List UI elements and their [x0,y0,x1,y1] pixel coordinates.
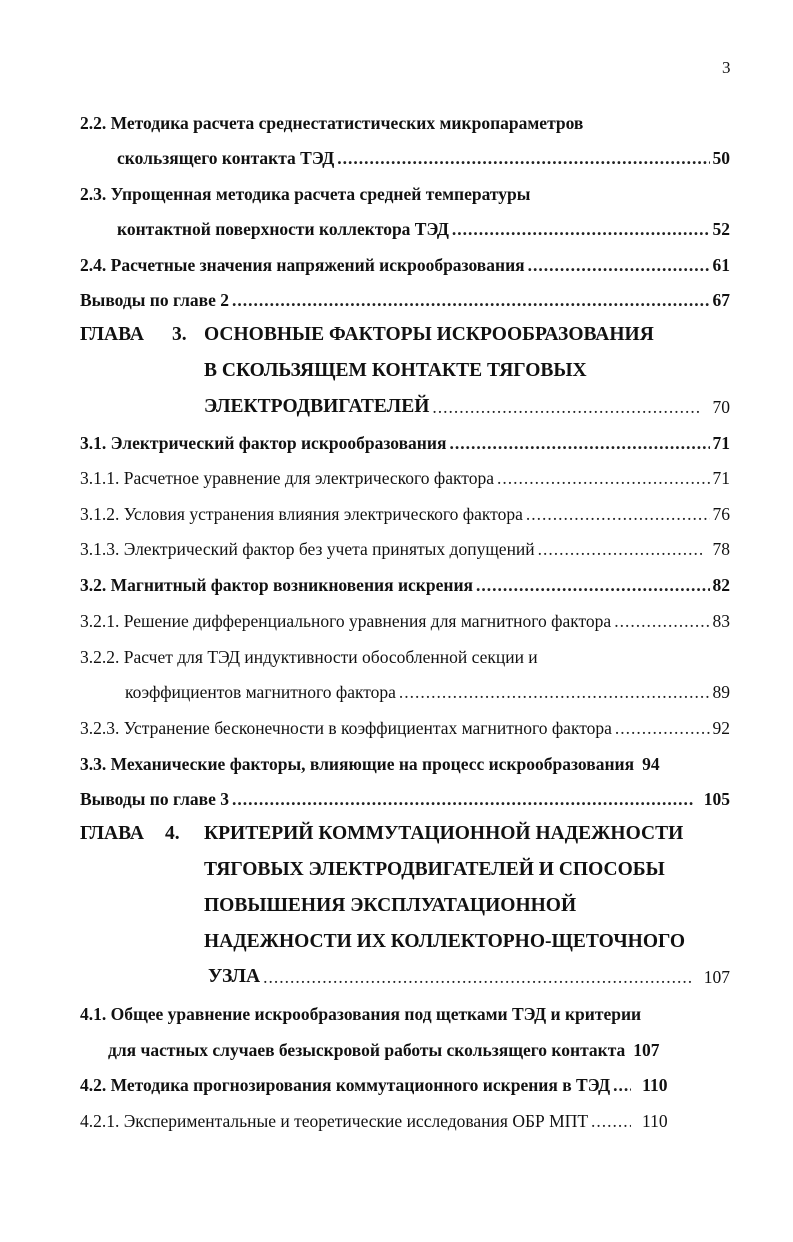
toc-entry-2-3 [117,218,730,240]
toc-page-3-1: 71 [712,433,730,453]
toc-page-3-1-3: 78 [712,539,730,559]
toc-entry-4-2-1-title: 4.2.1. Экспериментальные и теоретические исследования ОБР МПТ [80,1111,589,1131]
toc-entry-3-1-1 [80,467,730,489]
chapter-3-title-line3: ЭЛЕКТРОДВИГАТЕЛЕЙ [204,396,430,417]
toc-page-3-2-3: 92 [712,718,730,738]
toc-entry-3-2-2-line1: 3.2.2. Расчет для ТЭД индуктивности обособленной секции и [80,647,538,667]
toc-entry-3-2-1 [80,610,730,632]
page-number: 3 [722,58,731,77]
toc-entry-3-1 [80,432,730,454]
toc-entry-3-2-2 [125,681,730,703]
chapter-4-entry [208,966,730,988]
chapter-4-title-line1: КРИТЕРИЙ КОММУТАЦИОННОЙ НАДЕЖНОСТИ [204,823,684,844]
dot-leader [613,1074,631,1096]
toc-entry-2-4 [80,254,730,276]
toc-page-3-2-1: 83 [712,611,730,631]
dot-leader [399,681,710,703]
toc-entry-3-2-title: 3.2. Магнитный фактор возникновения искрения [80,575,474,595]
toc-entry-2-2-line1: 2.2. Методика расчета среднестатистических микропараметров [80,113,584,133]
dot-leader [232,289,710,311]
toc-entry-3-2-2-line2: коэффициентов магнитного фактора [125,682,396,702]
toc-page-conclusions-2: 67 [712,290,730,310]
toc-entry-3-1-1-title: 3.1.1. Расчетное уравнение для электрического фактора [80,468,494,488]
toc-page-2-3: 52 [712,219,730,239]
toc-page-conclusions-3: 105 [703,789,730,809]
toc-entry-4-2-title: 4.2. Методика прогнозирования коммутационного искрения в ТЭД [80,1075,611,1095]
toc-entry-3-3 [80,753,730,775]
toc-page-4-2-1: 110 [642,1111,668,1131]
dot-leader [497,467,710,489]
toc-entry-3-2 [80,574,730,596]
toc-page-4-2: 110 [642,1075,668,1095]
toc-conclusions-2 [80,289,730,311]
toc-page-3-1-1: 71 [712,468,730,488]
toc-page-3-2: 82 [712,575,730,595]
chapter-3-number: 3. [172,324,187,345]
toc-entry-3-2-3 [80,717,730,739]
dot-leader [538,538,702,560]
chapter-3-label: ГЛАВА [80,324,144,345]
toc-entry-4-1 [108,1039,730,1061]
toc-entry-3-2-3-title: 3.2.3. Устранение бесконечности в коэффициентах магнитного фактора [80,718,612,738]
toc-entry-4-2 [80,1074,730,1096]
dot-leader [528,254,710,276]
toc-entry-3-1-2-title: 3.1.2. Условия устранения влияния электрического фактора [80,504,523,524]
toc-entry-3-2-1-title: 3.2.1. Решение дифференциального уравнения для магнитного фактора [80,611,612,631]
chapter-4-number: 4. [165,823,180,844]
dot-leader [452,218,710,240]
toc-entry-3-1-3 [80,538,730,560]
toc-entry-2-3-line1: 2.3. Упрощенная методика расчета средней температуры [80,184,531,204]
toc-entry-2-3-line2: контактной поверхности коллектора ТЭД [117,219,449,239]
chapter-4-title-line4: НАДЕЖНОСТИ ИХ КОЛЛЕКТОРНО-ЩЕТОЧНОГО [204,931,686,952]
toc-entry-4-2-1 [80,1110,730,1132]
toc-page-4-1: 107 [633,1040,660,1060]
chapter-3-title-line2: В СКОЛЬЗЯЩЕМ КОНТАКТЕ ТЯГОВЫХ [204,360,587,381]
dot-leader [615,717,710,739]
toc-entry-3-1-title: 3.1. Электрический фактор искрообразования [80,433,447,453]
dot-leader [526,503,710,525]
toc-conclusions-2-title: Выводы по главе 2 [80,290,229,310]
toc-page-2-4: 61 [712,255,730,275]
dot-leader [432,396,701,418]
chapter-4-title-line3: ПОВЫШЕНИЯ ЭКСПЛУАТАЦИОННОЙ [204,895,577,916]
toc-entry-4-1-line2: для частных случаев безыскровой работы скользящего контакта [108,1040,626,1060]
toc-page-2-2: 50 [712,148,730,168]
chapter-3-entry [204,396,730,418]
dot-leader [337,147,709,169]
chapter-3-page: 70 [712,397,730,417]
dot-leader [614,610,709,632]
chapter-4-label: ГЛАВА [80,823,144,844]
toc-conclusions-3-title: Выводы по главе 3 [80,789,229,809]
toc-entry-3-1-2 [80,503,730,525]
toc-entry-2-4-title: 2.4. Расчетные значения напряжений искрообразования [80,255,525,275]
chapter-3-title-line1: ОСНОВНЫЕ ФАКТОРЫ ИСКРООБРАЗОВАНИЯ [204,324,654,345]
dot-leader [449,432,709,454]
chapter-4-title-line5: УЗЛА [208,966,261,987]
toc-page-3-3: 94 [642,754,660,774]
dot-leader [263,966,693,988]
dot-leader [232,788,693,810]
dot-leader [591,1110,631,1132]
dot-leader [476,574,709,596]
toc-page-3-2-2: 89 [712,682,730,702]
toc-entry-2-2-line2: скользящего контакта ТЭД [117,148,335,168]
toc-conclusions-3 [80,788,730,810]
toc-entry-4-1-line1: 4.1. Общее уравнение искрообразования под щетками ТЭД и критерии [80,1004,642,1024]
chapter-4-title-line2: ТЯГОВЫХ ЭЛЕКТРОДВИГАТЕЛЕЙ И СПОСОБЫ [204,859,665,880]
toc-entry-2-2 [117,147,730,169]
toc-entry-3-3-title: 3.3. Механические факторы, влияющие на процесс искрообразования [80,754,635,774]
chapter-4-page: 107 [703,967,730,987]
toc-entry-3-1-3-title: 3.1.3. Электрический фактор без учета принятых допущений [80,539,535,559]
toc-page-3-1-2: 76 [712,504,730,524]
